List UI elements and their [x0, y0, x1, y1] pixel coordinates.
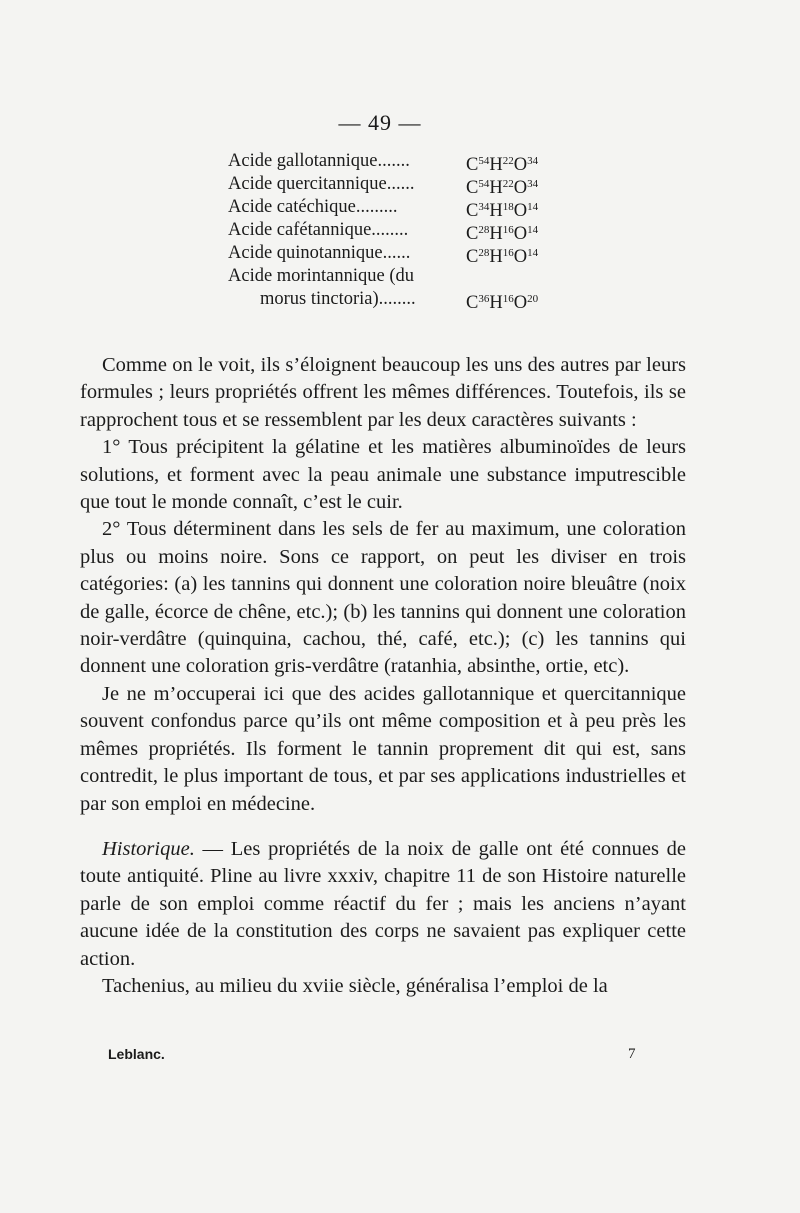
chemical-formula: $C^{54}H^{22}O^{34}$	[466, 155, 539, 175]
paragraph: 1° Tous précipitent la gélatine et les matières albuminoïdes de leurs solutions, et forment avec la peau animale une substance imputrescible que tout le monde connaît, c’est le cuir.	[80, 436, 686, 514]
paragraph: Tachenius, au milieu du xviie siècle, généralisa l’emploi de la	[102, 974, 608, 997]
formula-row	[228, 242, 568, 265]
chemical-formula: $C^{28}H^{16}O^{14}$	[466, 224, 539, 244]
compound-name: Acide catéchique.........	[228, 197, 398, 217]
formula-row	[228, 219, 568, 242]
paragraph-historique	[80, 836, 686, 973]
compound-name: Acide cafétannique........	[228, 220, 409, 240]
formula-table	[228, 150, 568, 311]
page-number: — 49 —	[338, 110, 422, 135]
signature-mark: Leblanc.	[108, 1046, 165, 1062]
paragraph: 2° Tous déterminent dans les sels de fer au maximum, une coloration plus ou moins noire. Sons ce rapport, on peut les diviser en trois catégories: (a) les tannins qui donnent une coloration noire bleuâtre (noix de galle, écorce de chêne, etc.); (b) les tannins qui donnent une coloration noir-verdâtre (quinquina, cachou, thé, café, etc.); (c) les tannins qui donnent une coloration gris-verdâtre (ratanhia, absinthe, ortie, etc).	[80, 518, 686, 678]
paragraph: Je ne m’occuperai ici que des acides gallotannique et quercitannique souvent confondus parce qu’ils ont même composition et à peu près les mêmes propriétés. Ils forment le tannin proprement dit qui est, sans contredit, le plus important de tous, et par ses applications industrielles et par son emploi en médecine.	[80, 682, 686, 815]
formula-row	[228, 265, 568, 288]
chemical-formula: $C^{54}H^{22}O^{34}$	[466, 178, 539, 198]
compound-name: Acide quinotannique......	[228, 243, 411, 263]
section-heading: Historique.	[102, 837, 195, 860]
compound-name: Acide gallotannique.......	[228, 151, 410, 171]
chemical-formula: $C^{28}H^{16}O^{14}$	[466, 247, 539, 267]
compound-name: Acide morintannique (du	[228, 266, 414, 286]
body-text	[80, 334, 686, 1000]
formula-row	[228, 288, 568, 311]
chemical-formula: $C^{34}H^{18}O^{14}$	[466, 201, 539, 221]
sheet-number: 7	[628, 1046, 636, 1062]
compound-name: Acide quercitannique......	[228, 174, 415, 194]
formula-row	[228, 150, 568, 173]
formula-row	[228, 196, 568, 219]
paragraph-text: — Les propriétés de la noix de galle ont été connues de toute antiquité. Pline au livre xxxiv, chapitre 11 de son Histoire naturelle parle de son emploi comme réactif du fer ; mais les anciens n’ayant aucune idée de la constitution des corps ne savaient pas expliquer cette action.	[80, 837, 686, 970]
compound-name: morus tinctoria)........	[260, 289, 416, 309]
paragraph: Comme on le voit, ils s’éloignent beaucoup les uns des autres par leurs formules ; leurs propriétés offrent les mêmes différences. Toutefois, ils se rapprochent tous et se ressemblent par les deux caractères suivants :	[80, 354, 686, 431]
formula-row	[228, 173, 568, 196]
chemical-formula: $C^{36}H^{16}O^{20}$	[466, 293, 539, 313]
